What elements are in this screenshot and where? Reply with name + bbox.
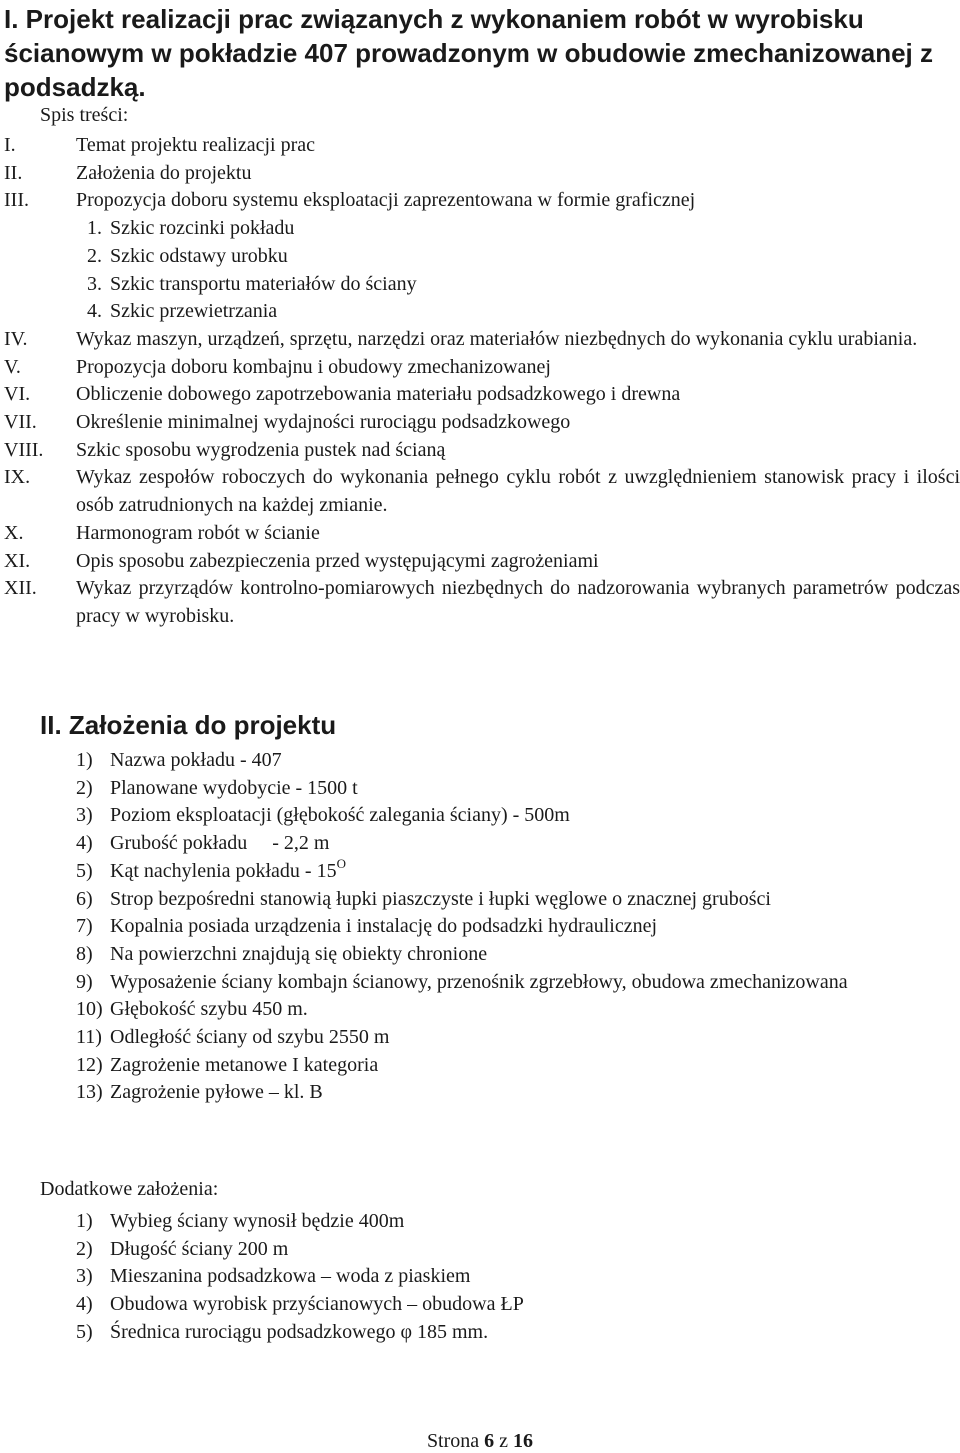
list-item-number: 5) [76, 1320, 93, 1343]
toc-item [0, 575, 960, 630]
list-item [0, 1208, 960, 1236]
toc-subitem-number: 3. [87, 272, 102, 295]
list-item-text: Grubość pokładu - 2,2 m [110, 832, 330, 855]
toc-item-number: XI. [4, 549, 31, 572]
toc-item [0, 520, 960, 548]
footer-of: z [499, 1430, 509, 1452]
list-item-text: Wybieg ściany wynosił będzie 400m [110, 1210, 405, 1232]
toc-item-text: Wykaz zespołów roboczych do wykonania pełnego cyklu robót z uwzględnieniem stanowisk pracy i ilości osób zatrudnionych na każdej zmianie. [76, 466, 960, 517]
list-item-number: 4) [76, 832, 93, 855]
list-item [0, 886, 960, 914]
toc-item [0, 160, 960, 188]
list-item-number: 7) [76, 915, 93, 938]
list-item-text: Zagrożenie pyłowe – kl. B [110, 1081, 323, 1104]
toc-item-text: Założenia do projektu [76, 161, 252, 184]
toc-item-text: Wykaz maszyn, urządzeń, sprzętu, narzędzi oraz materiałów niezbędnych do wykonania cyklu urabiania. [76, 327, 918, 350]
list-item [0, 913, 960, 941]
toc-item-text: Określenie minimalnej wydajności rurociągu podsadzkowego [76, 411, 571, 434]
list-item [0, 775, 960, 803]
page-footer [0, 1429, 960, 1453]
list-item-text: Kopalnia posiada urządzenia i instalację do podsadzki hydraulicznej [110, 915, 658, 938]
list-item-number: 12) [76, 1053, 103, 1076]
list-item [0, 1024, 960, 1052]
toc-subitem-number: 2. [87, 244, 102, 267]
list-item [0, 1079, 960, 1107]
toc-item [0, 326, 960, 354]
toc-subitem-number: 1. [87, 217, 102, 240]
list-item-number: 9) [76, 970, 93, 993]
toc-subitem-text: Szkic transportu materiałów do ściany [110, 272, 417, 295]
toc-item-text: Opis sposobu zabezpieczenia przed występującymi zagrożeniami [76, 549, 599, 572]
toc-item-text: Obliczenie dobowego zapotrzebowania materiału podsadzkowego i drewna [76, 383, 681, 406]
list-item [0, 1319, 960, 1347]
footer-total-pages: 16 [513, 1430, 534, 1452]
toc-item-number: X. [4, 521, 24, 544]
list-item-text: Mieszanina podsadzkowa – woda z piaskiem [110, 1265, 471, 1288]
toc-subitem-text: Szkic rozcinki pokładu [110, 217, 295, 240]
toc-item-number: VIII. [4, 438, 44, 461]
toc-item-text: Temat projektu realizacji prac [76, 134, 316, 156]
footer-prefix: Strona [426, 1430, 480, 1452]
list-item-text: Planowane wydobycie - 1500 t [110, 776, 358, 799]
list-item-number: 11) [76, 1026, 102, 1049]
list-item-text: Głębokość szybu 450 m. [110, 998, 308, 1021]
document-title: I. Projekt realizacji prac związanych z wykonaniem robót w wyrobisku ścianowym w pokładzie 407 prowadzonym w obudowie zmechanizowanej z podsadzką. [4, 4, 933, 102]
list-item-text: Średnica rurociągu podsadzkowego φ 185 mm. [110, 1320, 489, 1343]
toc-item-number: IV. [4, 327, 28, 350]
list-item [0, 1052, 960, 1080]
list-item-text: Wyposażenie ściany kombajn ścianowy, przenośnik zgrzebłowy, obudowa zmechanizowana [110, 970, 848, 993]
toc-item-text: Harmonogram robót w ścianie [76, 521, 320, 544]
list-item-number: 3) [76, 804, 93, 827]
list-item-number: 1) [76, 749, 93, 771]
list-item-text: Odległość ściany od szybu 2550 m [110, 1026, 390, 1049]
list-item-number: 2) [76, 776, 93, 799]
list-item [0, 1291, 960, 1319]
list-item-text: Strop bezpośredni stanowią łupki piaszczyste i łupki węglowe o znacznej grubości [110, 887, 771, 910]
additional-assumptions-list [0, 1208, 960, 1347]
toc-item-text: Propozycja doboru kombajnu i obudowy zmechanizowanej [76, 355, 551, 378]
toc-item [0, 381, 960, 409]
list-item [0, 969, 960, 997]
toc-item-number: XII. [4, 577, 37, 600]
list-item-number: 1) [76, 1210, 93, 1232]
toc-heading: Spis treści: [40, 104, 129, 126]
list-item-number: 5) [76, 859, 93, 882]
toc-item [0, 187, 960, 215]
section-heading: II. Założenia do projektu [40, 710, 337, 740]
list-item-number: 10) [76, 998, 103, 1021]
list-item-text [110, 855, 960, 886]
toc-item-number: VII. [4, 411, 37, 434]
list-item-text: Poziom eksploatacji (głębokość zalegania ściany) - 500m [110, 804, 570, 827]
list-item-number: 6) [76, 887, 93, 910]
list-item-text: Długość ściany 200 m [110, 1237, 289, 1260]
list-item [0, 855, 960, 886]
toc-item-number: VI. [4, 383, 31, 406]
footer-page-number: 6 [484, 1430, 495, 1452]
list-item [0, 802, 960, 830]
list-item-number: 2) [76, 1237, 93, 1260]
toc-item-text: Wykaz przyrządów kontrolno-pomiarowych niezbędnych do nadzorowania wybranych parametrów podczas pracy w wyrobisku. [76, 577, 960, 627]
toc-item [0, 409, 960, 437]
table-of-contents [0, 132, 960, 631]
list-item [0, 830, 960, 858]
list-item-text: Nazwa pokładu - 407 [110, 749, 282, 771]
toc-item [0, 548, 960, 576]
toc-subitem [0, 271, 960, 299]
toc-item-number: III. [4, 189, 29, 212]
toc-subitem [0, 243, 960, 271]
toc-subitem-number: 4. [87, 300, 102, 323]
list-item [0, 1263, 960, 1291]
list-item [0, 941, 960, 969]
toc-item [0, 464, 960, 519]
list-item-number: 4) [76, 1293, 93, 1316]
list-item-text: Obudowa wyrobisk przyścianowych – obudowa ŁP [110, 1293, 524, 1316]
toc-item [0, 354, 960, 382]
list-item [0, 1236, 960, 1264]
additional-assumptions-heading: Dodatkowe założenia: [40, 1178, 219, 1200]
list-item-number: 3) [76, 1265, 93, 1288]
list-item-text-main: Kąt nachylenia pokładu - 15 [110, 859, 337, 882]
list-item-text: Zagrożenie metanowe I kategoria [110, 1053, 379, 1076]
toc-item-number: IX. [4, 466, 31, 489]
degree-superscript: O [336, 855, 346, 871]
toc-subitem-text: Szkic przewietrzania [110, 300, 278, 323]
list-item [0, 747, 960, 775]
toc-item-number: II. [4, 161, 23, 184]
list-item-text: Na powierzchni znajdują się obiekty chronione [110, 942, 488, 965]
toc-item [0, 437, 960, 465]
toc-item-number: I. [4, 134, 16, 156]
toc-item-number: V. [4, 355, 21, 378]
toc-subitem [0, 215, 960, 243]
toc-item-text: Propozycja doboru systemu eksploatacji zaprezentowana w formie graficznej [76, 189, 696, 212]
assumptions-list [0, 747, 960, 1107]
list-item-number: 8) [76, 942, 93, 965]
toc-item-text: Szkic sposobu wygrodzenia pustek nad ścianą [76, 438, 446, 461]
toc-subitem [0, 298, 960, 326]
toc-subitem-text: Szkic odstawy urobku [110, 244, 288, 267]
toc-item [0, 132, 960, 160]
list-item-number: 13) [76, 1081, 103, 1104]
list-item [0, 996, 960, 1024]
